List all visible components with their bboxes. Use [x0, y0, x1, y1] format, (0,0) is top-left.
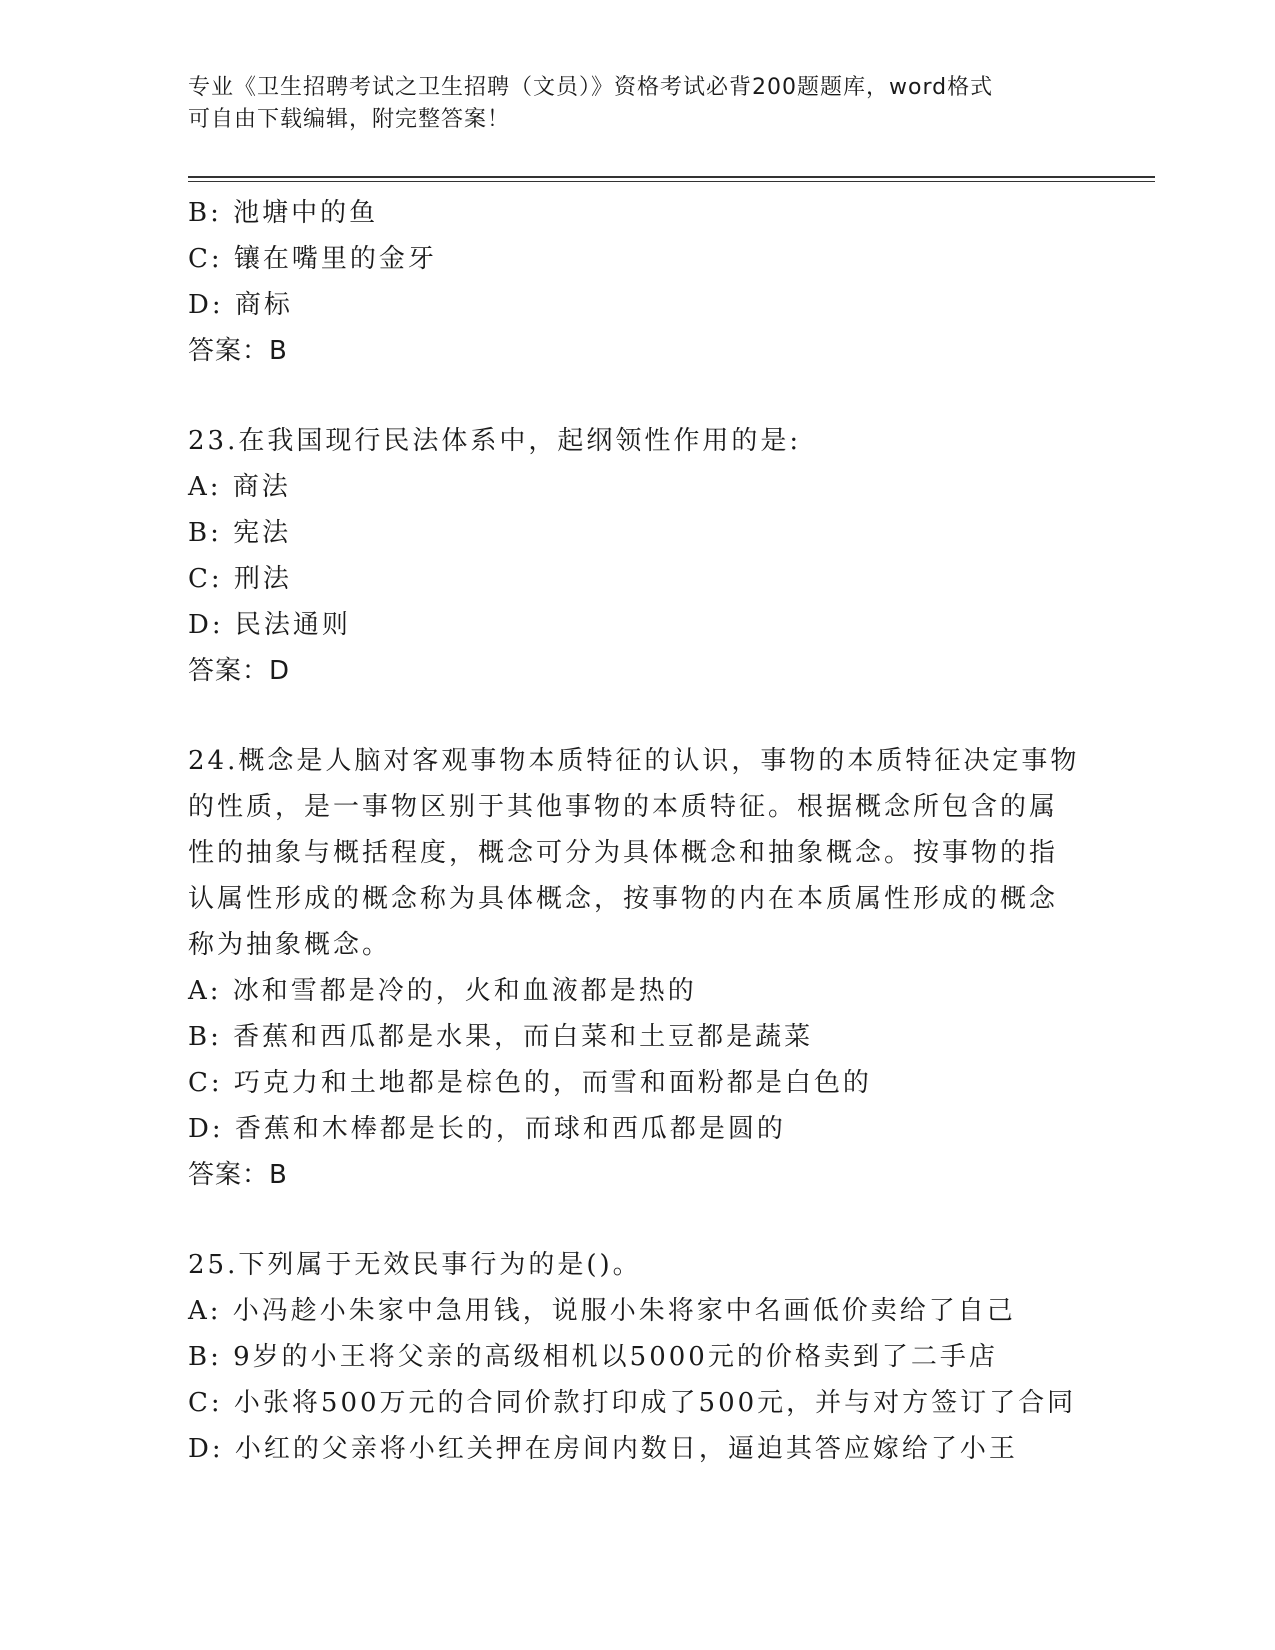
option-b: B: 池塘中的鱼 — [188, 198, 379, 228]
option-d: D: 香蕉和木棒都是长的，而球和西瓜都是圆的 — [188, 1114, 786, 1144]
spacer — [188, 374, 1088, 418]
option-d: D: 商标 — [188, 290, 293, 320]
answer-line: 答案：D — [188, 656, 291, 686]
question-stem-line-3: 性的抽象与概括程度，概念可分为具体概念和抽象概念。按事物的指 — [188, 838, 1059, 868]
document-header — [188, 72, 1088, 136]
question-stem: 23.在我国现行民法体系中，起纲领性作用的是: — [188, 426, 802, 456]
question-23 — [188, 418, 1088, 694]
option-c: C: 刑法 — [188, 564, 292, 594]
answer-line: 答案：B — [188, 336, 288, 366]
option-a: A: 小冯趁小朱家中急用钱，说服小朱将家中名画低价卖给了自己 — [188, 1296, 1016, 1326]
option-a: A: 商法 — [188, 472, 291, 502]
question-content — [188, 190, 1088, 1472]
question-stem-line-2: 的性质，是一事物区别于其他事物的本质特征。根据概念所包含的属 — [188, 792, 1059, 822]
header-divider-thin — [188, 181, 1155, 182]
option-a: A: 冰和雪都是冷的，火和血液都是热的 — [188, 976, 697, 1006]
option-d: D: 小红的父亲将小红关押在房间内数日，逼迫其答应嫁给了小王 — [188, 1434, 1018, 1464]
option-b: B: 宪法 — [188, 518, 292, 548]
question-stem: 25.下列属于无效民事行为的是()。 — [188, 1250, 642, 1280]
question-stem-line-1: 24.概念是人脑对客观事物本质特征的认识，事物的本质特征决定事物 — [188, 746, 1080, 776]
spacer — [188, 694, 1088, 738]
spacer — [188, 1198, 1088, 1242]
header-divider-thick — [188, 176, 1155, 178]
header-title-line-1: 专业《卫生招聘考试之卫生招聘（文员）》资格考试必背200题题库，word格式 — [188, 75, 994, 100]
option-c: C: 小张将500万元的合同价款打印成了500元，并与对方签订了合同 — [188, 1388, 1077, 1418]
question-stem-line-4: 认属性形成的概念称为具体概念，按事物的内在本质属性形成的概念 — [188, 884, 1059, 914]
option-c: C: 巧克力和土地都是棕色的，而雪和面粉都是白色的 — [188, 1068, 872, 1098]
question-24 — [188, 738, 1088, 1198]
question-25 — [188, 1242, 1088, 1472]
option-b: B: 9岁的小王将父亲的高级相机以5000元的价格卖到了二手店 — [188, 1342, 998, 1372]
option-c: C: 镶在嘴里的金牙 — [188, 244, 437, 274]
option-d: D: 民法通则 — [188, 610, 351, 640]
header-title-line-2: 可自由下载编辑，附完整答案！ — [188, 107, 511, 132]
question-stem-line-5: 称为抽象概念。 — [188, 930, 392, 960]
question-22 — [188, 190, 1088, 374]
option-b: B: 香蕉和西瓜都是水果，而白菜和土豆都是蔬菜 — [188, 1022, 814, 1052]
answer-line: 答案：B — [188, 1160, 288, 1190]
